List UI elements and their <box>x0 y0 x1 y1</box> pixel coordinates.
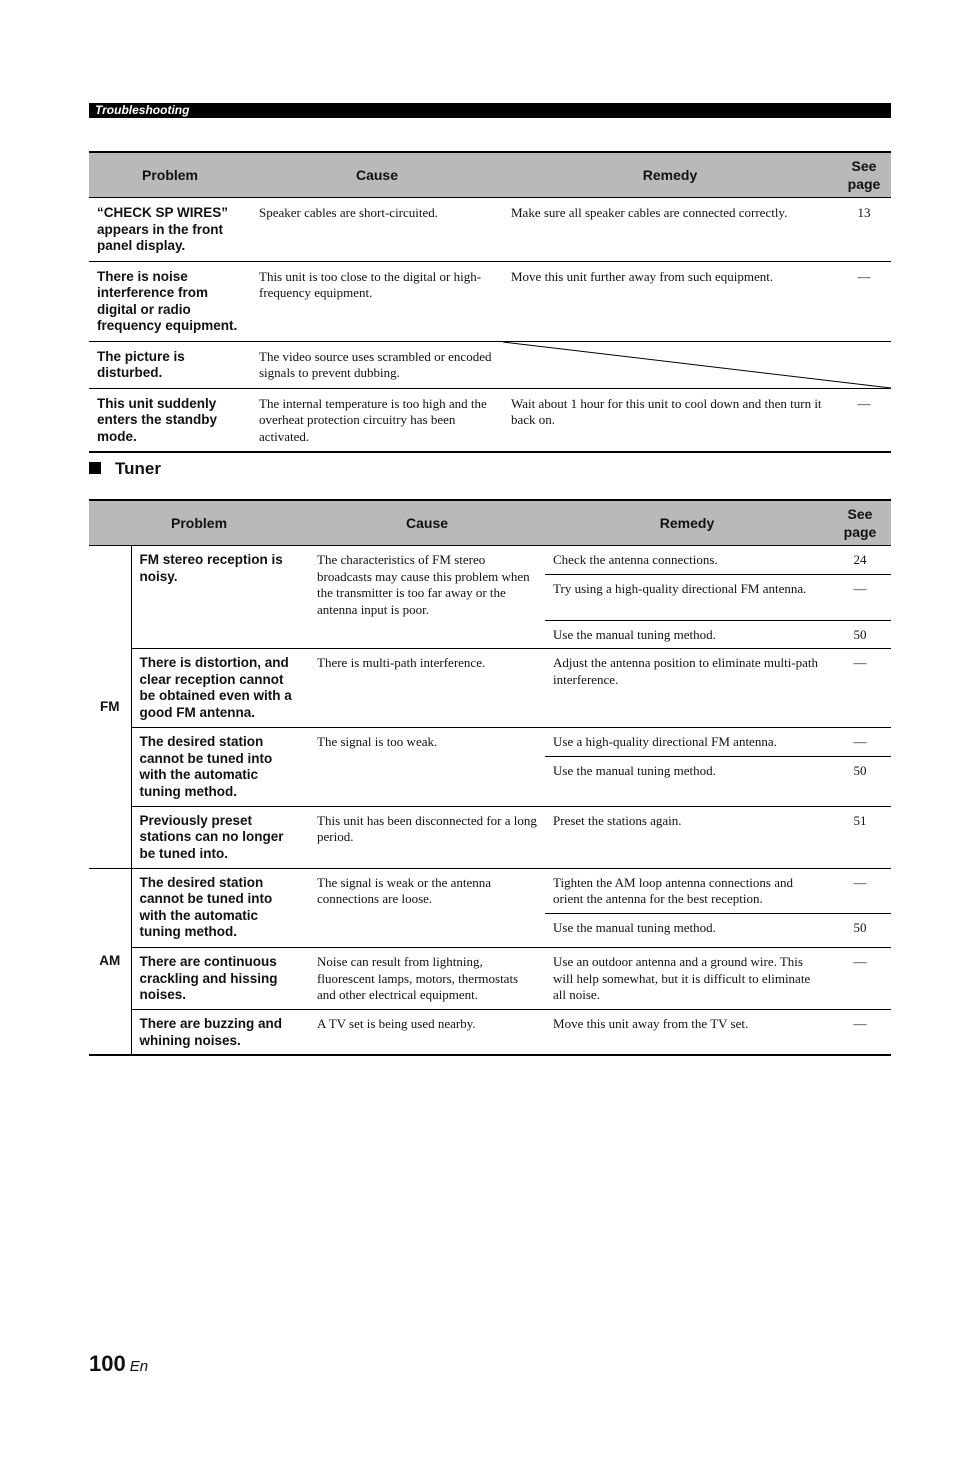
page-number <box>89 1351 148 1377</box>
language-label: En <box>129 1358 149 1375</box>
problem-cell: The picture is disturbed. <box>89 341 251 388</box>
cause-cell: The signal is too weak. <box>309 728 545 807</box>
problem-cell: “CHECK SP WIRES” appears in the front panel display. <box>89 198 251 262</box>
table-row <box>89 806 891 868</box>
problem-cell: FM stereo reception is noisy. <box>131 546 309 649</box>
problem-cell: The desired station cannot be tuned into with the automatic tuning method. <box>131 869 309 948</box>
col-header-see-page: See page <box>829 500 891 546</box>
remedy-cell: Try using a high-quality directional FM antenna. <box>545 574 829 620</box>
table-row <box>89 341 891 388</box>
problem-cell: This unit suddenly enters the standby mode. <box>89 388 251 452</box>
page-ref-cell: — <box>829 649 891 728</box>
page-ref-cell: 50 <box>829 756 891 806</box>
cause-cell: A TV set is being used nearby. <box>309 1010 545 1056</box>
col-header-remedy: Remedy <box>545 500 829 546</box>
section-header-bar <box>89 103 891 118</box>
cause-cell: This unit is too close to the digital or high-frequency equipment. <box>251 261 503 341</box>
tuner-section-heading <box>89 458 161 480</box>
table-row <box>89 261 891 341</box>
col-header-cause: Cause <box>309 500 545 546</box>
table-row <box>89 728 891 757</box>
col-header-remedy: Remedy <box>503 152 837 198</box>
not-applicable-cell <box>503 341 891 388</box>
col-header-problem: Problem <box>89 152 251 198</box>
page-ref-cell: — <box>829 948 891 1010</box>
page-ref-cell: — <box>829 728 891 757</box>
table-row <box>89 1010 891 1056</box>
page-ref-cell: 24 <box>829 546 891 575</box>
remedy-cell: Use an outdoor antenna and a ground wire. This will help somewhat, but it is difficult to eliminate all noise. <box>545 948 829 1010</box>
band-label-am: AM <box>89 869 131 1056</box>
remedy-cell: Check the antenna connections. <box>545 546 829 575</box>
remedy-cell: Preset the stations again. <box>545 806 829 868</box>
problem-cell: There is distortion, and clear reception cannot be obtained even with a good FM antenna. <box>131 649 309 728</box>
page-ref-cell: 50 <box>829 620 891 649</box>
table-row <box>89 869 891 914</box>
problem-cell: Previously preset stations can no longer be tuned into. <box>131 806 309 868</box>
cause-cell: This unit has been disconnected for a long period. <box>309 806 545 868</box>
remedy-cell: Move this unit away from the TV set. <box>545 1010 829 1056</box>
page-ref-cell: — <box>829 574 891 620</box>
page-ref-cell: 13 <box>837 198 891 262</box>
section-title: Troubleshooting <box>95 103 190 117</box>
problem-cell: The desired station cannot be tuned into with the automatic tuning method. <box>131 728 309 807</box>
tuner-heading-text: Tuner <box>115 459 161 478</box>
table-row <box>89 546 891 575</box>
problem-cell: There are buzzing and whining noises. <box>131 1010 309 1056</box>
band-label-fm: FM <box>89 546 131 869</box>
remedy-cell: Use a high-quality directional FM antenna. <box>545 728 829 757</box>
page-ref-cell: — <box>829 869 891 914</box>
col-header-see-page: See page <box>837 152 891 198</box>
cause-cell: Speaker cables are short-circuited. <box>251 198 503 262</box>
problem-cell: There is noise interference from digital or radio frequency equipment. <box>89 261 251 341</box>
cause-cell: The characteristics of FM stereo broadcasts may cause this problem when the transmitter is too far away or the antenna input is poor. <box>309 546 545 649</box>
remedy-cell: Move this unit further away from such equipment. <box>503 261 837 341</box>
page-ref-cell: — <box>837 261 891 341</box>
page-ref-cell: 51 <box>829 806 891 868</box>
col-header-problem: Problem <box>89 500 309 546</box>
cause-cell: The internal temperature is too high and the overheat protection circuitry has been activated. <box>251 388 503 452</box>
table-row <box>89 649 891 728</box>
cause-cell: Noise can result from lightning, fluorescent lamps, motors, thermostats and other electrical equipment. <box>309 948 545 1010</box>
table-row <box>89 198 891 262</box>
page-number-value: 100 <box>89 1351 126 1376</box>
cause-cell: The signal is weak or the antenna connections are loose. <box>309 869 545 948</box>
remedy-cell: Use the manual tuning method. <box>545 914 829 948</box>
cause-cell: There is multi-path interference. <box>309 649 545 728</box>
diagonal-strike <box>503 342 891 388</box>
remedy-cell: Use the manual tuning method. <box>545 620 829 649</box>
table-header-row <box>89 500 891 546</box>
table-row <box>89 948 891 1010</box>
general-troubleshooting-table <box>89 151 891 453</box>
page-ref-cell: — <box>829 1010 891 1056</box>
table-header-row <box>89 152 891 198</box>
page-ref-cell: — <box>837 388 891 452</box>
remedy-cell: Use the manual tuning method. <box>545 756 829 806</box>
problem-cell: There are continuous crackling and hissing noises. <box>131 948 309 1010</box>
table-row <box>89 388 891 452</box>
remedy-cell: Adjust the antenna position to eliminate multi-path interference. <box>545 649 829 728</box>
square-bullet-icon <box>89 462 101 474</box>
remedy-cell: Wait about 1 hour for this unit to cool down and then turn it back on. <box>503 388 837 452</box>
remedy-cell: Make sure all speaker cables are connected correctly. <box>503 198 837 262</box>
cause-cell: The video source uses scrambled or encoded signals to prevent dubbing. <box>251 341 503 388</box>
page-ref-cell: 50 <box>829 914 891 948</box>
col-header-cause: Cause <box>251 152 503 198</box>
remedy-cell: Tighten the AM loop antenna connections and orient the antenna for the best reception. <box>545 869 829 914</box>
tuner-troubleshooting-table <box>89 499 891 1056</box>
